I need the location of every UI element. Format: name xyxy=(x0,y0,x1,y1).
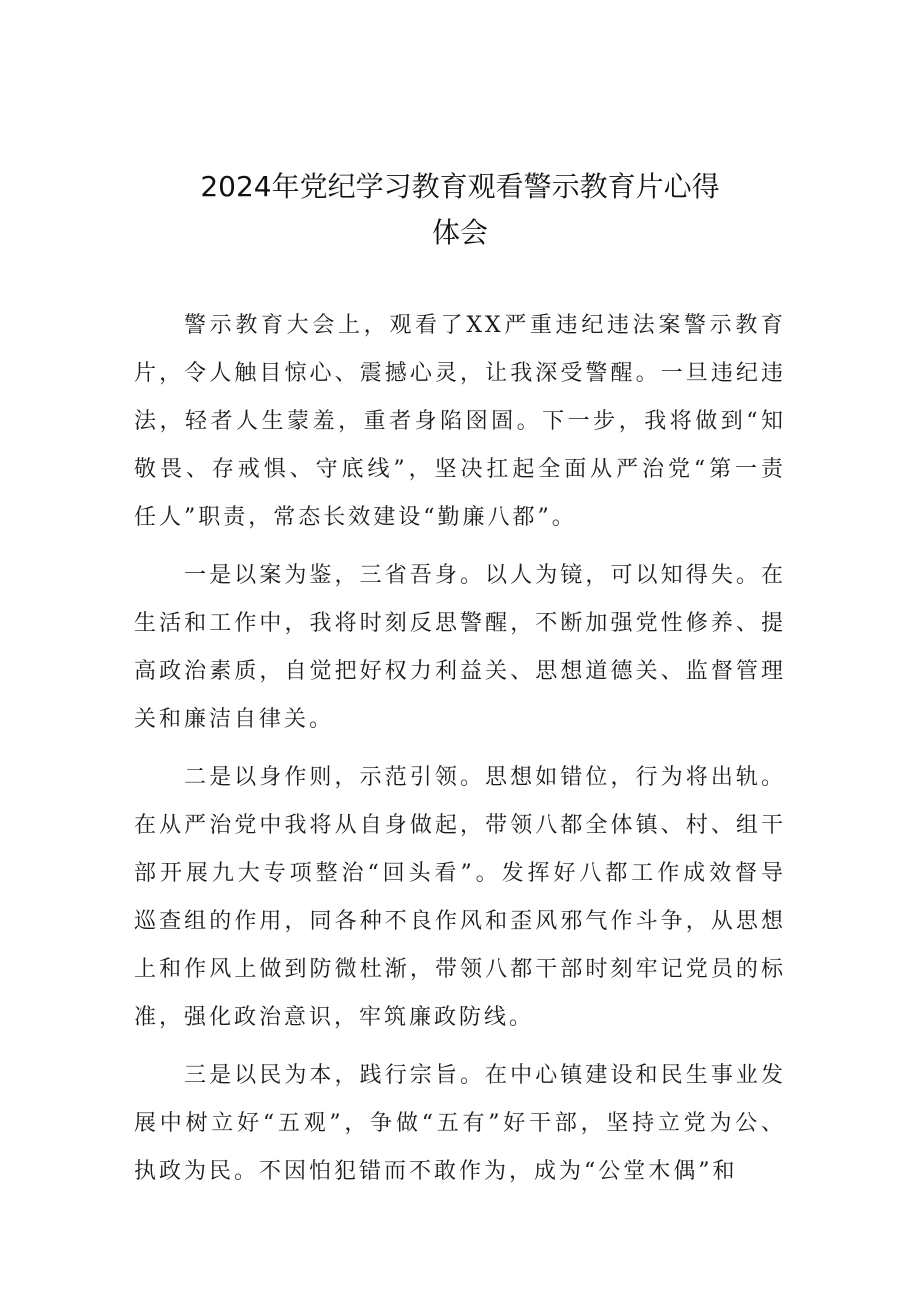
title-line-2: 体会 xyxy=(431,216,488,249)
paragraph-point-1: 一是以案为鉴，三省吾身。以人为镜，可以知得失。在生活和工作中，我将时刻反思警醒，不断加强党性修养、提高政治素质，自觉把好权力利益关、思想道德关、监督管理关和廉洁自律关。 xyxy=(134,563,786,732)
document-title xyxy=(140,164,780,256)
title-line-1: 2024年党纪学习教育观看警示教育片心得 xyxy=(200,170,720,203)
paragraph-intro: 警示教育大会上，观看了XX严重违纪违法案警示教育片，令人触目惊心、震撼心灵，让我深受警醒。一旦违纪违法，轻者人生蒙羞，重者身陷囹圄。下一步，我将做到“知敬畏、存戒惧、守底线”，坚决扛起全面从严治党“第一责任人”职责，常态长效建设“勤廉八都”。 xyxy=(134,313,786,530)
paragraph-point-3: 三是以民为本，践行宗旨。在中心镇建设和民生事业发展中树立好“五观”，争做“五有”好干部，坚持立党为公、执政为民。不因怕犯错而不敢作为，成为“公堂木偶”和 xyxy=(134,1063,786,1184)
document-body xyxy=(134,302,786,1206)
paragraph-point-2: 二是以身作则，示范引领。思想如错位，行为将出轨。在从严治党中我将从自身做起，带领八都全体镇、村、组干部开展九大专项整治“回头看”。发挥好八都工作成效督导巡查组的作用，同各种不良作风和歪风邪气作斗争，从思想上和作风上做到防微杜渐，带领八都干部时刻牢记党员的标准，强化政治意识，牢筑廉政防线。 xyxy=(134,765,786,1030)
